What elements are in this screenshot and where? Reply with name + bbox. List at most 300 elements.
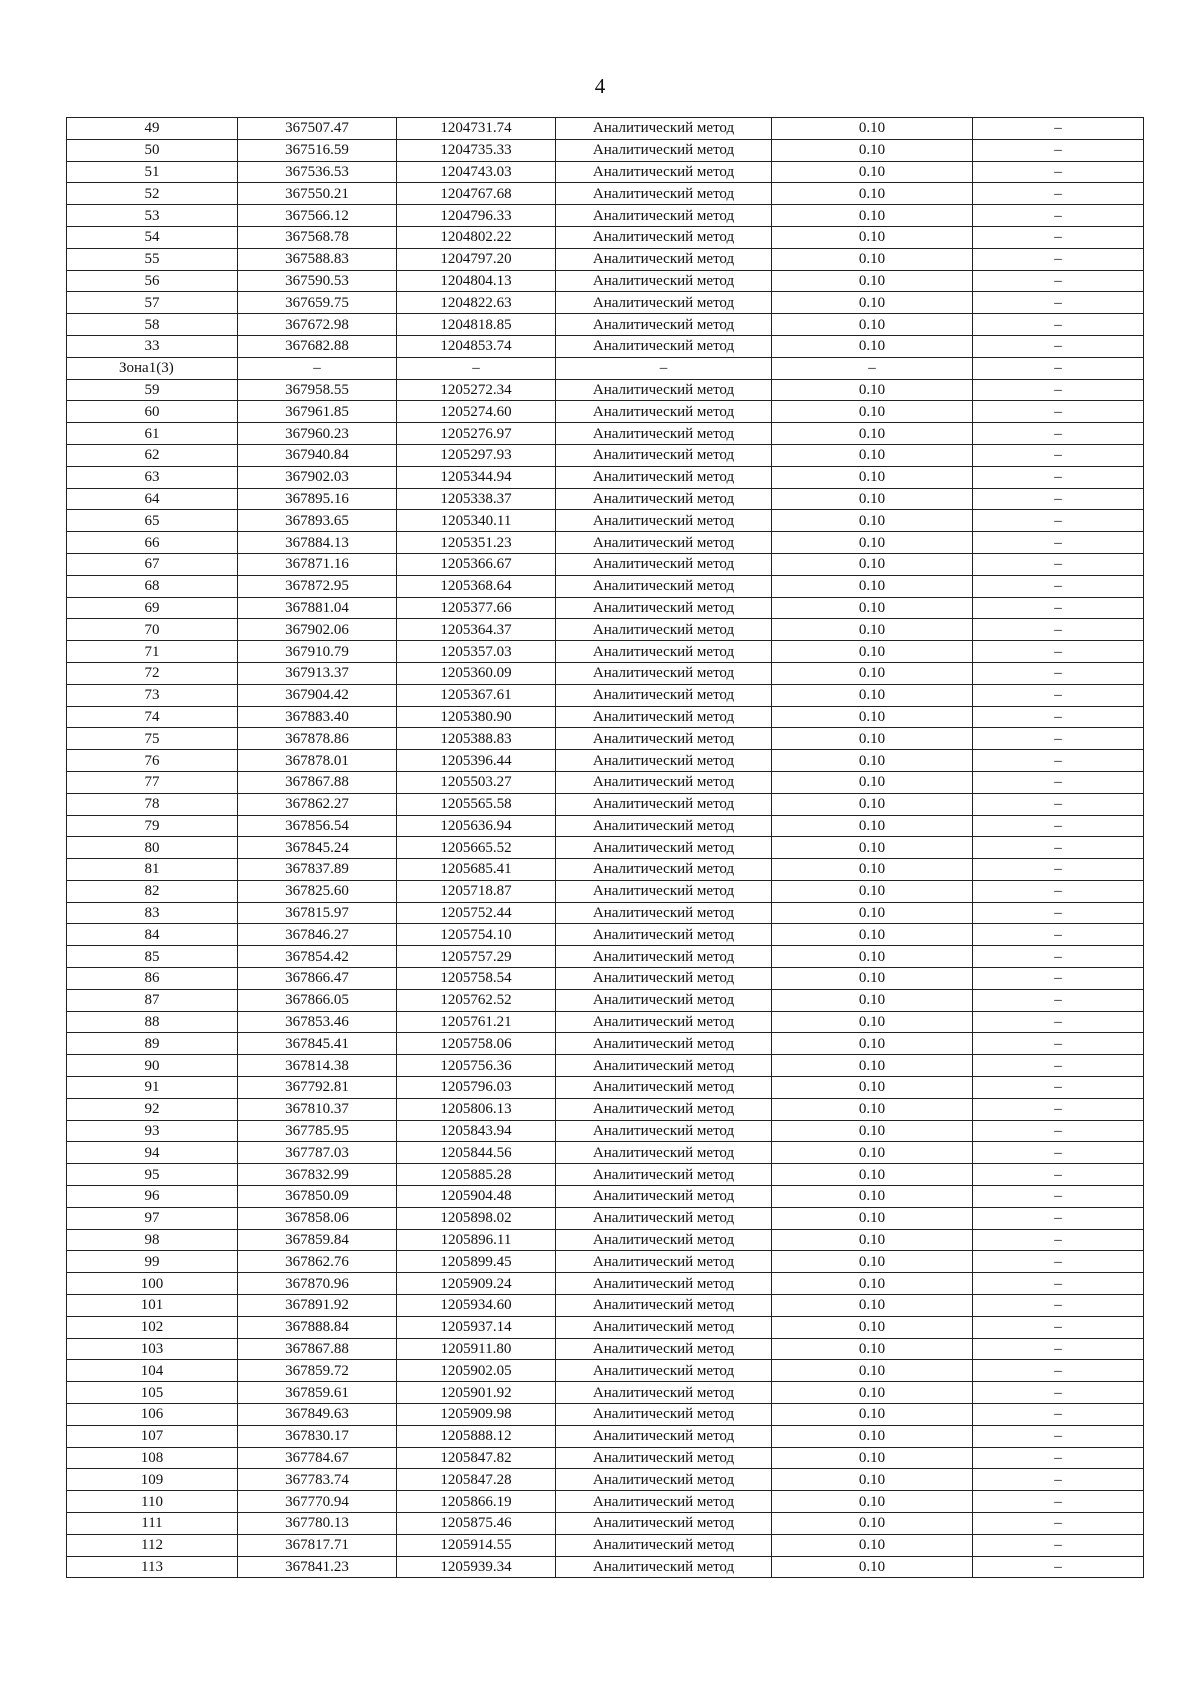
point-number-cell: 49 — [67, 118, 238, 140]
table-row — [67, 1055, 1144, 1077]
x-coordinate-cell: 367825.60 — [238, 880, 397, 902]
point-number-cell: 79 — [67, 815, 238, 837]
point-number-cell: 89 — [67, 1033, 238, 1055]
accuracy-cell: – — [772, 357, 973, 379]
table-row — [67, 815, 1144, 837]
point-number-cell: 51 — [67, 161, 238, 183]
method-cell: Аналитический метод — [556, 1316, 772, 1338]
x-coordinate-cell: 367566.12 — [238, 205, 397, 227]
accuracy-cell: 0.10 — [772, 1382, 973, 1404]
method-cell: Аналитический метод — [556, 553, 772, 575]
method-cell: Аналитический метод — [556, 423, 772, 445]
accuracy-cell: 0.10 — [772, 859, 973, 881]
accuracy-cell: 0.10 — [772, 662, 973, 684]
table-row — [67, 924, 1144, 946]
point-number-cell: 100 — [67, 1273, 238, 1295]
y-coordinate-cell: 1205806.13 — [397, 1098, 556, 1120]
table-row — [67, 793, 1144, 815]
point-number-cell: 58 — [67, 314, 238, 336]
x-coordinate-cell: 367846.27 — [238, 924, 397, 946]
accuracy-cell: 0.10 — [772, 1316, 973, 1338]
point-number-cell: 111 — [67, 1513, 238, 1535]
note-cell: – — [973, 837, 1144, 859]
point-number-cell: 50 — [67, 139, 238, 161]
table-row — [67, 510, 1144, 532]
point-number-cell: 63 — [67, 466, 238, 488]
y-coordinate-cell: 1205685.41 — [397, 859, 556, 881]
x-coordinate-cell: 367792.81 — [238, 1077, 397, 1099]
table-row — [67, 401, 1144, 423]
x-coordinate-cell: 367550.21 — [238, 183, 397, 205]
note-cell: – — [973, 1164, 1144, 1186]
table-row — [67, 1229, 1144, 1251]
method-cell: Аналитический метод — [556, 1382, 772, 1404]
accuracy-cell: 0.10 — [772, 1077, 973, 1099]
point-number-cell: 81 — [67, 859, 238, 881]
y-coordinate-cell: 1205274.60 — [397, 401, 556, 423]
note-cell: – — [973, 1469, 1144, 1491]
method-cell: Аналитический метод — [556, 532, 772, 554]
method-cell: Аналитический метод — [556, 1469, 772, 1491]
x-coordinate-cell: 367849.63 — [238, 1404, 397, 1426]
table-row — [67, 1295, 1144, 1317]
accuracy-cell: 0.10 — [772, 1447, 973, 1469]
point-number-cell: 73 — [67, 684, 238, 706]
table-row — [67, 205, 1144, 227]
method-cell: Аналитический метод — [556, 139, 772, 161]
point-number-cell: 66 — [67, 532, 238, 554]
method-cell: Аналитический метод — [556, 205, 772, 227]
x-coordinate-cell: 367870.96 — [238, 1273, 397, 1295]
accuracy-cell: 0.10 — [772, 902, 973, 924]
method-cell: – — [556, 357, 772, 379]
method-cell: Аналитический метод — [556, 401, 772, 423]
x-coordinate-cell: 367859.61 — [238, 1382, 397, 1404]
method-cell: Аналитический метод — [556, 466, 772, 488]
accuracy-cell: 0.10 — [772, 335, 973, 357]
point-number-cell: 60 — [67, 401, 238, 423]
point-number-cell: 98 — [67, 1229, 238, 1251]
table-row — [67, 859, 1144, 881]
method-cell: Аналитический метод — [556, 575, 772, 597]
method-cell: Аналитический метод — [556, 1033, 772, 1055]
accuracy-cell: 0.10 — [772, 1251, 973, 1273]
note-cell: – — [973, 226, 1144, 248]
method-cell: Аналитический метод — [556, 1055, 772, 1077]
x-coordinate-cell: 367961.85 — [238, 401, 397, 423]
x-coordinate-cell: 367862.27 — [238, 793, 397, 815]
y-coordinate-cell: 1205762.52 — [397, 989, 556, 1011]
table-row — [67, 1556, 1144, 1578]
y-coordinate-cell: 1205297.93 — [397, 444, 556, 466]
note-cell: – — [973, 1273, 1144, 1295]
table-row — [67, 444, 1144, 466]
method-cell: Аналитический метод — [556, 1142, 772, 1164]
x-coordinate-cell: 367859.72 — [238, 1360, 397, 1382]
point-number-cell: 68 — [67, 575, 238, 597]
point-number-cell: 84 — [67, 924, 238, 946]
table-row — [67, 1404, 1144, 1426]
table-row — [67, 466, 1144, 488]
method-cell: Аналитический метод — [556, 1404, 772, 1426]
y-coordinate-cell: 1205902.05 — [397, 1360, 556, 1382]
x-coordinate-cell: 367960.23 — [238, 423, 397, 445]
method-cell: Аналитический метод — [556, 684, 772, 706]
note-cell: – — [973, 1316, 1144, 1338]
x-coordinate-cell: 367588.83 — [238, 248, 397, 270]
note-cell: – — [973, 815, 1144, 837]
note-cell: – — [973, 1098, 1144, 1120]
y-coordinate-cell: 1205357.03 — [397, 641, 556, 663]
table-row — [67, 1120, 1144, 1142]
note-cell: – — [973, 1360, 1144, 1382]
y-coordinate-cell: 1204731.74 — [397, 118, 556, 140]
y-coordinate-cell: 1205757.29 — [397, 946, 556, 968]
x-coordinate-cell: 367958.55 — [238, 379, 397, 401]
accuracy-cell: 0.10 — [772, 314, 973, 336]
point-number-cell: 69 — [67, 597, 238, 619]
method-cell: Аналитический метод — [556, 1338, 772, 1360]
x-coordinate-cell: 367902.03 — [238, 466, 397, 488]
note-cell: – — [973, 641, 1144, 663]
accuracy-cell: 0.10 — [772, 793, 973, 815]
x-coordinate-cell: 367895.16 — [238, 488, 397, 510]
accuracy-cell: 0.10 — [772, 1404, 973, 1426]
x-coordinate-cell: 367830.17 — [238, 1425, 397, 1447]
accuracy-cell: 0.10 — [772, 575, 973, 597]
table-row — [67, 1382, 1144, 1404]
method-cell: Аналитический метод — [556, 1360, 772, 1382]
table-row — [67, 575, 1144, 597]
y-coordinate-cell: 1205758.06 — [397, 1033, 556, 1055]
y-coordinate-cell: 1205899.45 — [397, 1251, 556, 1273]
y-coordinate-cell: 1205364.37 — [397, 619, 556, 641]
accuracy-cell: 0.10 — [772, 1229, 973, 1251]
accuracy-cell: 0.10 — [772, 1207, 973, 1229]
method-cell: Аналитический метод — [556, 1273, 772, 1295]
note-cell: – — [973, 1120, 1144, 1142]
method-cell: Аналитический метод — [556, 510, 772, 532]
note-cell: – — [973, 946, 1144, 968]
x-coordinate-cell: 367862.76 — [238, 1251, 397, 1273]
point-number-cell: 95 — [67, 1164, 238, 1186]
table-row — [67, 1338, 1144, 1360]
table-row — [67, 292, 1144, 314]
note-cell: – — [973, 1186, 1144, 1208]
method-cell: Аналитический метод — [556, 1098, 772, 1120]
note-cell: – — [973, 1055, 1144, 1077]
point-number-cell: 78 — [67, 793, 238, 815]
y-coordinate-cell: 1204822.63 — [397, 292, 556, 314]
accuracy-cell: 0.10 — [772, 248, 973, 270]
point-number-cell: 77 — [67, 771, 238, 793]
y-coordinate-cell: 1205904.48 — [397, 1186, 556, 1208]
point-number-cell: 61 — [67, 423, 238, 445]
x-coordinate-cell: 367884.13 — [238, 532, 397, 554]
x-coordinate-cell: 367507.47 — [238, 118, 397, 140]
note-cell: – — [973, 1295, 1144, 1317]
x-coordinate-cell: 367810.37 — [238, 1098, 397, 1120]
x-coordinate-cell: 367881.04 — [238, 597, 397, 619]
y-coordinate-cell: 1205636.94 — [397, 815, 556, 837]
note-cell: – — [973, 532, 1144, 554]
note-cell: – — [973, 401, 1144, 423]
x-coordinate-cell: 367902.06 — [238, 619, 397, 641]
method-cell: Аналитический метод — [556, 379, 772, 401]
accuracy-cell: 0.10 — [772, 750, 973, 772]
accuracy-cell: 0.10 — [772, 946, 973, 968]
y-coordinate-cell: 1205276.97 — [397, 423, 556, 445]
point-number-cell: 52 — [67, 183, 238, 205]
accuracy-cell: 0.10 — [772, 684, 973, 706]
table-row — [67, 662, 1144, 684]
method-cell: Аналитический метод — [556, 248, 772, 270]
y-coordinate-cell: 1205911.80 — [397, 1338, 556, 1360]
point-number-cell: 82 — [67, 880, 238, 902]
note-cell: – — [973, 314, 1144, 336]
accuracy-cell: 0.10 — [772, 619, 973, 641]
table-row — [67, 597, 1144, 619]
method-cell: Аналитический метод — [556, 968, 772, 990]
accuracy-cell: 0.10 — [772, 1033, 973, 1055]
accuracy-cell: 0.10 — [772, 444, 973, 466]
note-cell: – — [973, 183, 1144, 205]
y-coordinate-cell: 1205847.82 — [397, 1447, 556, 1469]
y-coordinate-cell: 1205937.14 — [397, 1316, 556, 1338]
table-row — [67, 1142, 1144, 1164]
y-coordinate-cell: 1204797.20 — [397, 248, 556, 270]
note-cell: – — [973, 1425, 1144, 1447]
note-cell: – — [973, 619, 1144, 641]
accuracy-cell: 0.10 — [772, 270, 973, 292]
note-cell: – — [973, 1556, 1144, 1578]
table-row — [67, 641, 1144, 663]
point-number-cell: 64 — [67, 488, 238, 510]
y-coordinate-cell: 1205896.11 — [397, 1229, 556, 1251]
method-cell: Аналитический метод — [556, 1207, 772, 1229]
x-coordinate-cell: 367878.86 — [238, 728, 397, 750]
y-coordinate-cell: 1205898.02 — [397, 1207, 556, 1229]
method-cell: Аналитический метод — [556, 902, 772, 924]
method-cell: Аналитический метод — [556, 1447, 772, 1469]
method-cell: Аналитический метод — [556, 750, 772, 772]
table-row — [67, 684, 1144, 706]
note-cell: – — [973, 423, 1144, 445]
accuracy-cell: 0.10 — [772, 728, 973, 750]
table-row — [67, 379, 1144, 401]
x-coordinate-cell: 367872.95 — [238, 575, 397, 597]
accuracy-cell: 0.10 — [772, 815, 973, 837]
note-cell: – — [973, 1513, 1144, 1535]
note-cell: – — [973, 575, 1144, 597]
point-number-cell: 99 — [67, 1251, 238, 1273]
note-cell: – — [973, 1338, 1144, 1360]
table-row — [67, 1491, 1144, 1513]
accuracy-cell: 0.10 — [772, 1295, 973, 1317]
y-coordinate-cell: 1205565.58 — [397, 793, 556, 815]
y-coordinate-cell: 1205914.55 — [397, 1534, 556, 1556]
table-row — [67, 118, 1144, 140]
method-cell: Аналитический метод — [556, 1491, 772, 1513]
y-coordinate-cell: 1205875.46 — [397, 1513, 556, 1535]
y-coordinate-cell: 1205377.66 — [397, 597, 556, 619]
method-cell: Аналитический метод — [556, 161, 772, 183]
zone-header-row — [67, 357, 1144, 379]
note-cell: – — [973, 880, 1144, 902]
table-row — [67, 1513, 1144, 1535]
x-coordinate-cell: 367845.41 — [238, 1033, 397, 1055]
note-cell: – — [973, 357, 1144, 379]
note-cell: – — [973, 662, 1144, 684]
point-number-cell: 107 — [67, 1425, 238, 1447]
table-row — [67, 183, 1144, 205]
y-coordinate-cell: 1205796.03 — [397, 1077, 556, 1099]
point-number-cell: 33 — [67, 335, 238, 357]
table-row — [67, 946, 1144, 968]
note-cell: – — [973, 793, 1144, 815]
note-cell: – — [973, 750, 1144, 772]
x-coordinate-cell: 367891.92 — [238, 1295, 397, 1317]
table-row — [67, 1534, 1144, 1556]
method-cell: Аналитический метод — [556, 1229, 772, 1251]
note-cell: – — [973, 466, 1144, 488]
table-row — [67, 1273, 1144, 1295]
point-number-cell: 94 — [67, 1142, 238, 1164]
point-number-cell: 113 — [67, 1556, 238, 1578]
note-cell: – — [973, 1207, 1144, 1229]
y-coordinate-cell: 1204853.74 — [397, 335, 556, 357]
y-coordinate-cell: 1204796.33 — [397, 205, 556, 227]
coordinates-table — [66, 117, 1144, 1578]
point-number-cell: 72 — [67, 662, 238, 684]
method-cell: Аналитический метод — [556, 793, 772, 815]
method-cell: Аналитический метод — [556, 292, 772, 314]
y-coordinate-cell: 1205665.52 — [397, 837, 556, 859]
y-coordinate-cell: 1205360.09 — [397, 662, 556, 684]
y-coordinate-cell: 1205272.34 — [397, 379, 556, 401]
accuracy-cell: 0.10 — [772, 597, 973, 619]
method-cell: Аналитический метод — [556, 1556, 772, 1578]
accuracy-cell: 0.10 — [772, 205, 973, 227]
point-number-cell: 80 — [67, 837, 238, 859]
accuracy-cell: 0.10 — [772, 1164, 973, 1186]
note-cell: – — [973, 1404, 1144, 1426]
table-row — [67, 880, 1144, 902]
table-row — [67, 750, 1144, 772]
point-number-cell: 106 — [67, 1404, 238, 1426]
table-row — [67, 902, 1144, 924]
table-row — [67, 968, 1144, 990]
table-row — [67, 1164, 1144, 1186]
x-coordinate-cell: – — [238, 357, 397, 379]
note-cell: – — [973, 597, 1144, 619]
accuracy-cell: 0.10 — [772, 553, 973, 575]
point-number-cell: 86 — [67, 968, 238, 990]
method-cell: Аналитический метод — [556, 183, 772, 205]
point-number-cell: 85 — [67, 946, 238, 968]
method-cell: Аналитический метод — [556, 619, 772, 641]
x-coordinate-cell: 367780.13 — [238, 1513, 397, 1535]
y-coordinate-cell: 1205844.56 — [397, 1142, 556, 1164]
accuracy-cell: 0.10 — [772, 139, 973, 161]
y-coordinate-cell: 1205388.83 — [397, 728, 556, 750]
x-coordinate-cell: 367832.99 — [238, 1164, 397, 1186]
x-coordinate-cell: 367815.97 — [238, 902, 397, 924]
table-row — [67, 619, 1144, 641]
point-number-cell: 97 — [67, 1207, 238, 1229]
note-cell: – — [973, 728, 1144, 750]
point-number-cell: 91 — [67, 1077, 238, 1099]
method-cell: Аналитический метод — [556, 859, 772, 881]
table-row — [67, 139, 1144, 161]
method-cell: Аналитический метод — [556, 924, 772, 946]
y-coordinate-cell: 1205351.23 — [397, 532, 556, 554]
coordinates-table-body — [67, 118, 1144, 1578]
method-cell: Аналитический метод — [556, 444, 772, 466]
method-cell: Аналитический метод — [556, 1011, 772, 1033]
y-coordinate-cell: 1205344.94 — [397, 466, 556, 488]
table-row — [67, 989, 1144, 1011]
note-cell: – — [973, 118, 1144, 140]
table-row — [67, 1186, 1144, 1208]
point-number-cell: 105 — [67, 1382, 238, 1404]
x-coordinate-cell: 367516.59 — [238, 139, 397, 161]
x-coordinate-cell: 367854.42 — [238, 946, 397, 968]
note-cell: – — [973, 139, 1144, 161]
x-coordinate-cell: 367536.53 — [238, 161, 397, 183]
point-number-cell: 96 — [67, 1186, 238, 1208]
y-coordinate-cell: 1205901.92 — [397, 1382, 556, 1404]
table-row — [67, 1207, 1144, 1229]
note-cell: – — [973, 1382, 1144, 1404]
point-number-cell: 83 — [67, 902, 238, 924]
note-cell: – — [973, 553, 1144, 575]
table-row — [67, 161, 1144, 183]
accuracy-cell: 0.10 — [772, 1556, 973, 1578]
note-cell: – — [973, 1534, 1144, 1556]
note-cell: – — [973, 968, 1144, 990]
y-coordinate-cell: 1205754.10 — [397, 924, 556, 946]
y-coordinate-cell: 1205761.21 — [397, 1011, 556, 1033]
point-number-cell: 109 — [67, 1469, 238, 1491]
point-number-cell: 71 — [67, 641, 238, 663]
accuracy-cell: 0.10 — [772, 1534, 973, 1556]
accuracy-cell: 0.10 — [772, 1338, 973, 1360]
x-coordinate-cell: 367672.98 — [238, 314, 397, 336]
table-row — [67, 270, 1144, 292]
x-coordinate-cell: 367659.75 — [238, 292, 397, 314]
table-row — [67, 728, 1144, 750]
y-coordinate-cell: 1204767.68 — [397, 183, 556, 205]
table-row — [67, 1316, 1144, 1338]
y-coordinate-cell: 1205338.37 — [397, 488, 556, 510]
x-coordinate-cell: 367858.06 — [238, 1207, 397, 1229]
note-cell: – — [973, 1011, 1144, 1033]
method-cell: Аналитический метод — [556, 226, 772, 248]
accuracy-cell: 0.10 — [772, 532, 973, 554]
accuracy-cell: 0.10 — [772, 1425, 973, 1447]
y-coordinate-cell: 1205885.28 — [397, 1164, 556, 1186]
method-cell: Аналитический метод — [556, 1077, 772, 1099]
point-number-cell: 67 — [67, 553, 238, 575]
note-cell: – — [973, 1229, 1144, 1251]
note-cell: – — [973, 1491, 1144, 1513]
point-number-cell: 110 — [67, 1491, 238, 1513]
y-coordinate-cell: 1205368.64 — [397, 575, 556, 597]
x-coordinate-cell: 367904.42 — [238, 684, 397, 706]
table-row — [67, 771, 1144, 793]
y-coordinate-cell: 1205366.67 — [397, 553, 556, 575]
